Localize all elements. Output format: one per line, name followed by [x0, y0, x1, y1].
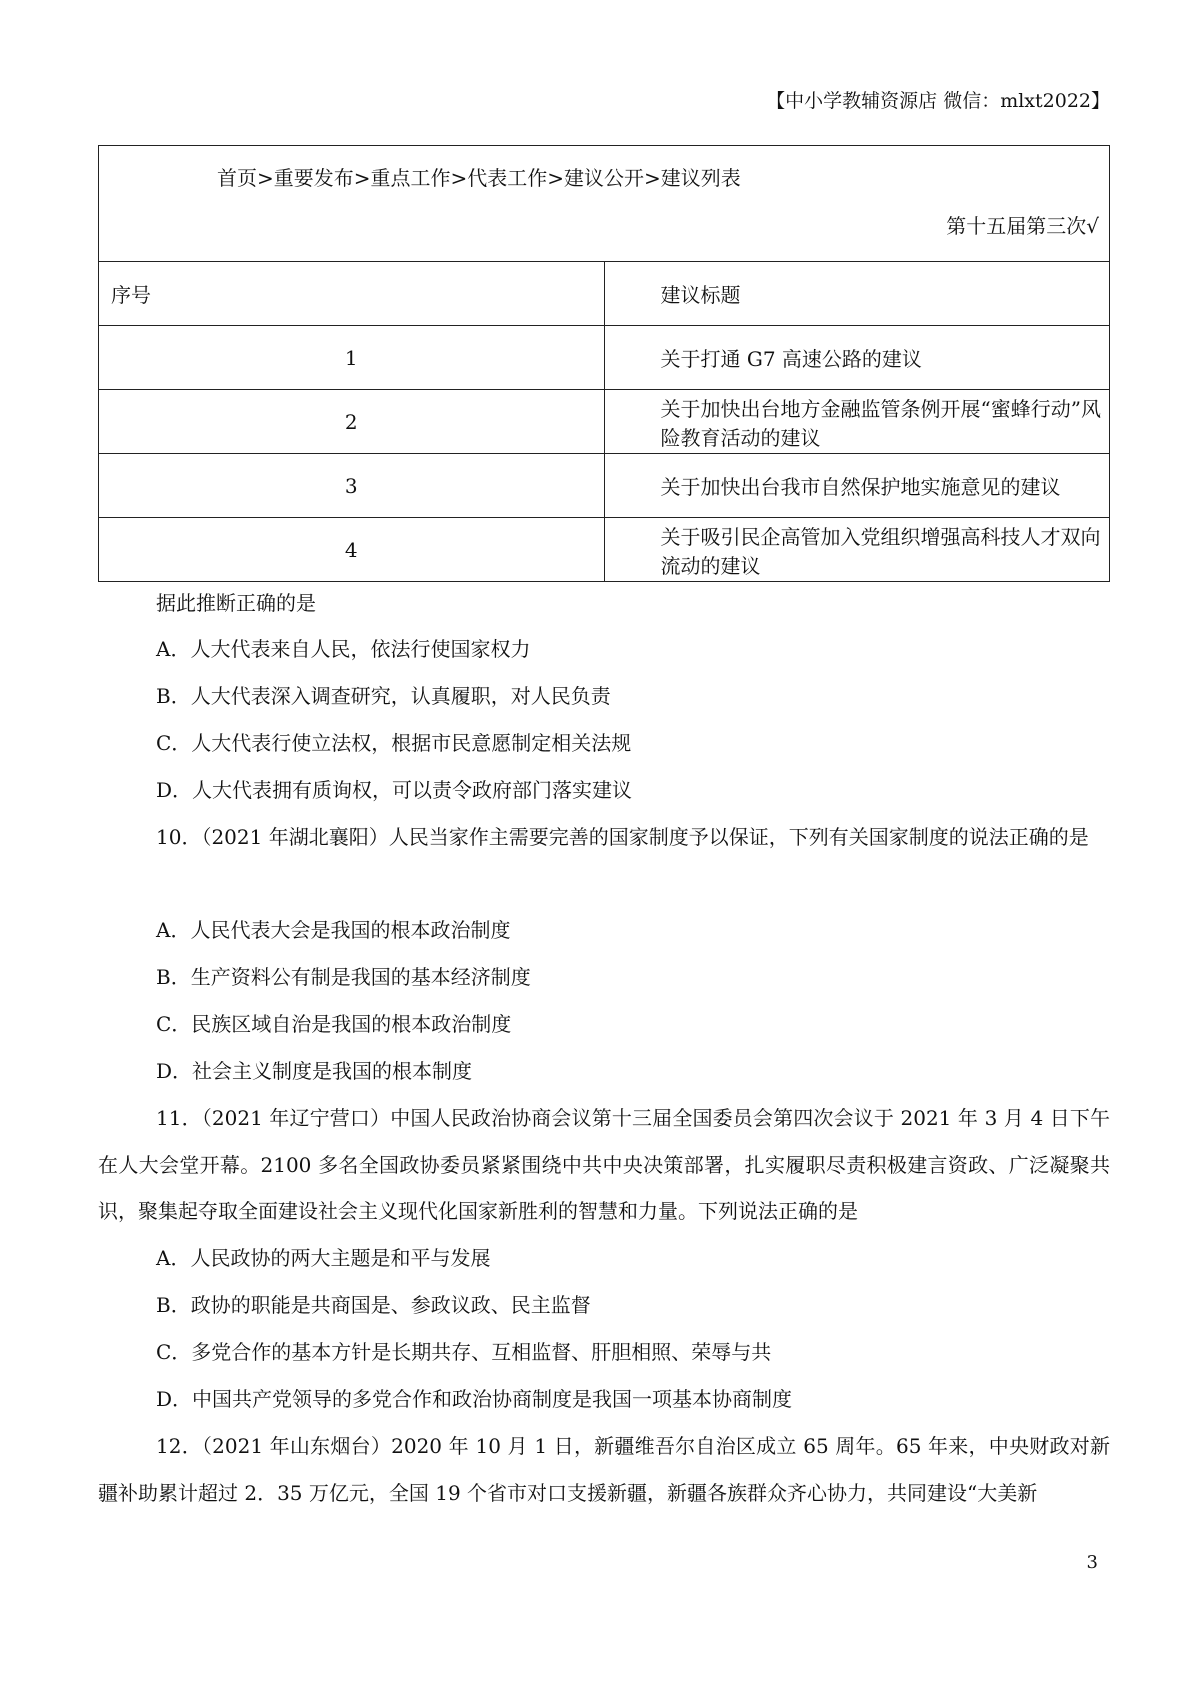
row-title: 关于吸引民企高管加入党组织增强高科技人才双向流动的建议	[604, 518, 1110, 582]
row-no: 3	[99, 454, 605, 518]
q9-option-c: C．人大代表行使立法权，根据市民意愿制定相关法规	[156, 731, 632, 755]
q11-option-c: C．多党合作的基本方针是长期共存、互相监督、肝胆相照、荣辱与共	[156, 1340, 772, 1364]
table-header-row	[99, 262, 1110, 326]
table-row	[99, 518, 1110, 582]
q11-option-a: A．人民政协的两大主题是和平与发展	[156, 1246, 491, 1270]
proposal-table	[98, 145, 1110, 582]
row-title: 关于打通 G7 高速公路的建议	[604, 326, 1110, 390]
row-no: 2	[99, 390, 605, 454]
q10-option-d: D．社会主义制度是我国的根本制度	[156, 1059, 473, 1083]
q11-option-b: B．政协的职能是共商国是、参政议政、民主监督	[156, 1293, 591, 1317]
q9-option-a: A．人大代表来自人民，依法行使国家权力	[156, 637, 531, 661]
table-header-cell	[99, 146, 1110, 262]
breadcrumb: 首页>重要发布>重点工作>代表工作>建议公开>建议列表	[217, 166, 741, 190]
q9-option-d: D．人大代表拥有质询权，可以责令政府部门落实建议	[156, 778, 633, 802]
table-row	[99, 326, 1110, 390]
row-no: 1	[99, 326, 605, 390]
q11-stem: 11．（2021 年辽宁营口）中国人民政治协商会议第十三届全国委员会第四次会议于 2021 年 3 月 4 日下午在人大会堂开幕。2100 多名全国政协委员紧紧围绕中共中央决策部署，扎实履职尽责积极建言资政、广泛凝聚共识，聚集起夺取全面建设社会主义现代化国家新胜利的智慧和力量。下列说法正确的是	[98, 1106, 1110, 1223]
q9-prompt: 据此推断正确的是	[156, 591, 316, 615]
q11-option-d: D．中国共产党领导的多党合作和政治协商制度是我国一项基本协商制度	[156, 1387, 793, 1411]
q9-option-b: B．人大代表深入调查研究，认真履职，对人民负责	[156, 684, 611, 708]
table-row	[99, 390, 1110, 454]
q10-stem: 10．（2021 年湖北襄阳）人民当家作主需要完善的国家制度予以保证，下列有关国家制度的说法正确的是	[156, 825, 1089, 849]
column-header-no: 序号	[99, 262, 605, 326]
header-note: 【中小学教辅资源店 微信：mlxt2022】	[766, 90, 1110, 112]
q10-option-a: A．人民代表大会是我国的根本政治制度	[156, 918, 511, 942]
table-row	[99, 454, 1110, 518]
row-no: 4	[99, 518, 605, 582]
session-label: 第十五届第三次√	[946, 214, 1099, 238]
row-title: 关于加快出台地方金融监管条例开展“蜜蜂行动”风险教育活动的建议	[604, 390, 1110, 454]
page-number: 3	[1086, 1552, 1098, 1573]
column-header-title: 建议标题	[604, 262, 1110, 326]
row-title: 关于加快出台我市自然保护地实施意见的建议	[604, 454, 1110, 518]
q10-option-b: B．生产资料公有制是我国的基本经济制度	[156, 965, 531, 989]
q10-option-c: C．民族区域自治是我国的根本政治制度	[156, 1012, 512, 1036]
q12-stem: 12．（2021 年山东烟台）2020 年 10 月 1 日，新疆维吾尔自治区成立 65 周年。65 年来，中央财政对新疆补助累计超过 2．35 万亿元，全国 19 个省市对口支援新疆，新疆各族群众齐心协力，共同建设“大美新	[98, 1434, 1110, 1505]
